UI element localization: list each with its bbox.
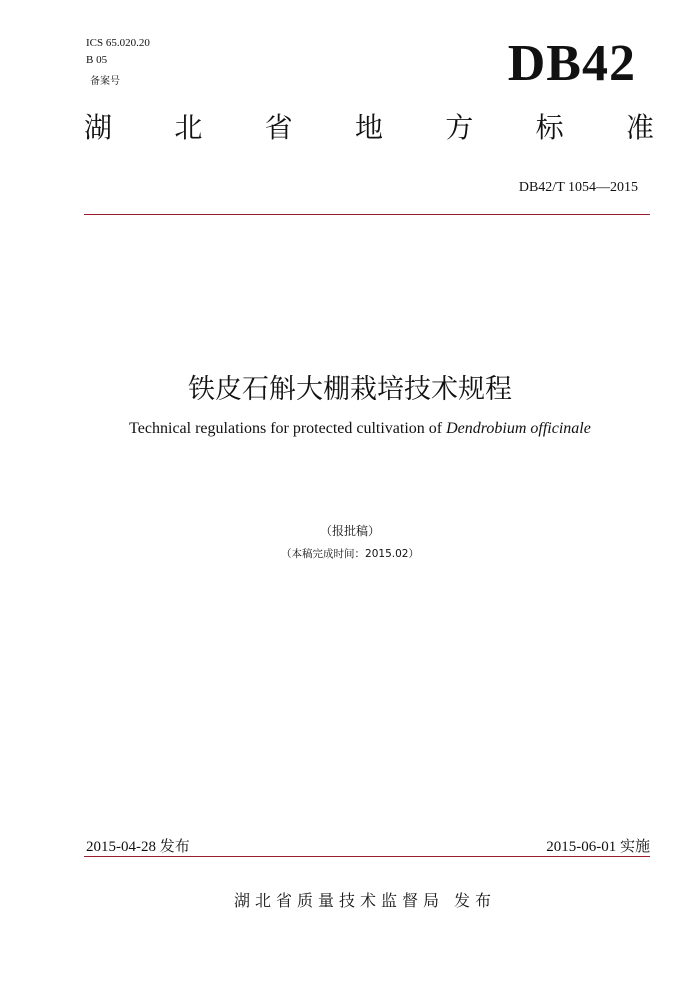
completion-time: （本稿完成时间：2015.02） — [281, 548, 419, 560]
standard-type-char: 方 — [445, 111, 474, 144]
title-en-species: Dendrobium officinale — [446, 420, 591, 437]
ics-code: ICS 65.020.20 — [86, 37, 150, 49]
standard-type-char: 地 — [354, 111, 383, 144]
document-title-cn: 铁皮石斛大棚栽培技术规程 — [188, 374, 512, 405]
implement-date-value: 2015-06-01 — [546, 839, 617, 855]
implementation-date — [546, 835, 650, 856]
implement-label: 实施 — [619, 837, 650, 855]
bottom-divider — [84, 856, 650, 857]
issue-date-value: 2015-04-28 — [86, 839, 156, 855]
standard-type-char: 标 — [535, 111, 564, 144]
top-divider — [84, 214, 650, 215]
standard-type-char: 省 — [264, 111, 293, 144]
standard-type-char: 湖 — [84, 111, 113, 144]
draft-status: （报批稿） — [319, 524, 380, 538]
classification-code: B 05 — [86, 54, 108, 66]
issuing-authority: 湖北省质量技术监督局 发布 — [233, 891, 497, 910]
issue-date — [86, 835, 190, 856]
standard-type-char: 北 — [174, 111, 203, 144]
db-logo: DB42 — [507, 35, 636, 92]
issue-label: 发布 — [159, 837, 190, 855]
standard-type-char: 准 — [625, 111, 654, 144]
standard-number: DB42/T 1054—2015 — [518, 180, 638, 195]
title-en-prefix: Technical regulations for protected cultivation of — [129, 420, 447, 437]
document-title-en — [0, 420, 700, 438]
record-number-label: 备案号 — [90, 76, 120, 87]
standard-type-heading — [84, 108, 654, 148]
